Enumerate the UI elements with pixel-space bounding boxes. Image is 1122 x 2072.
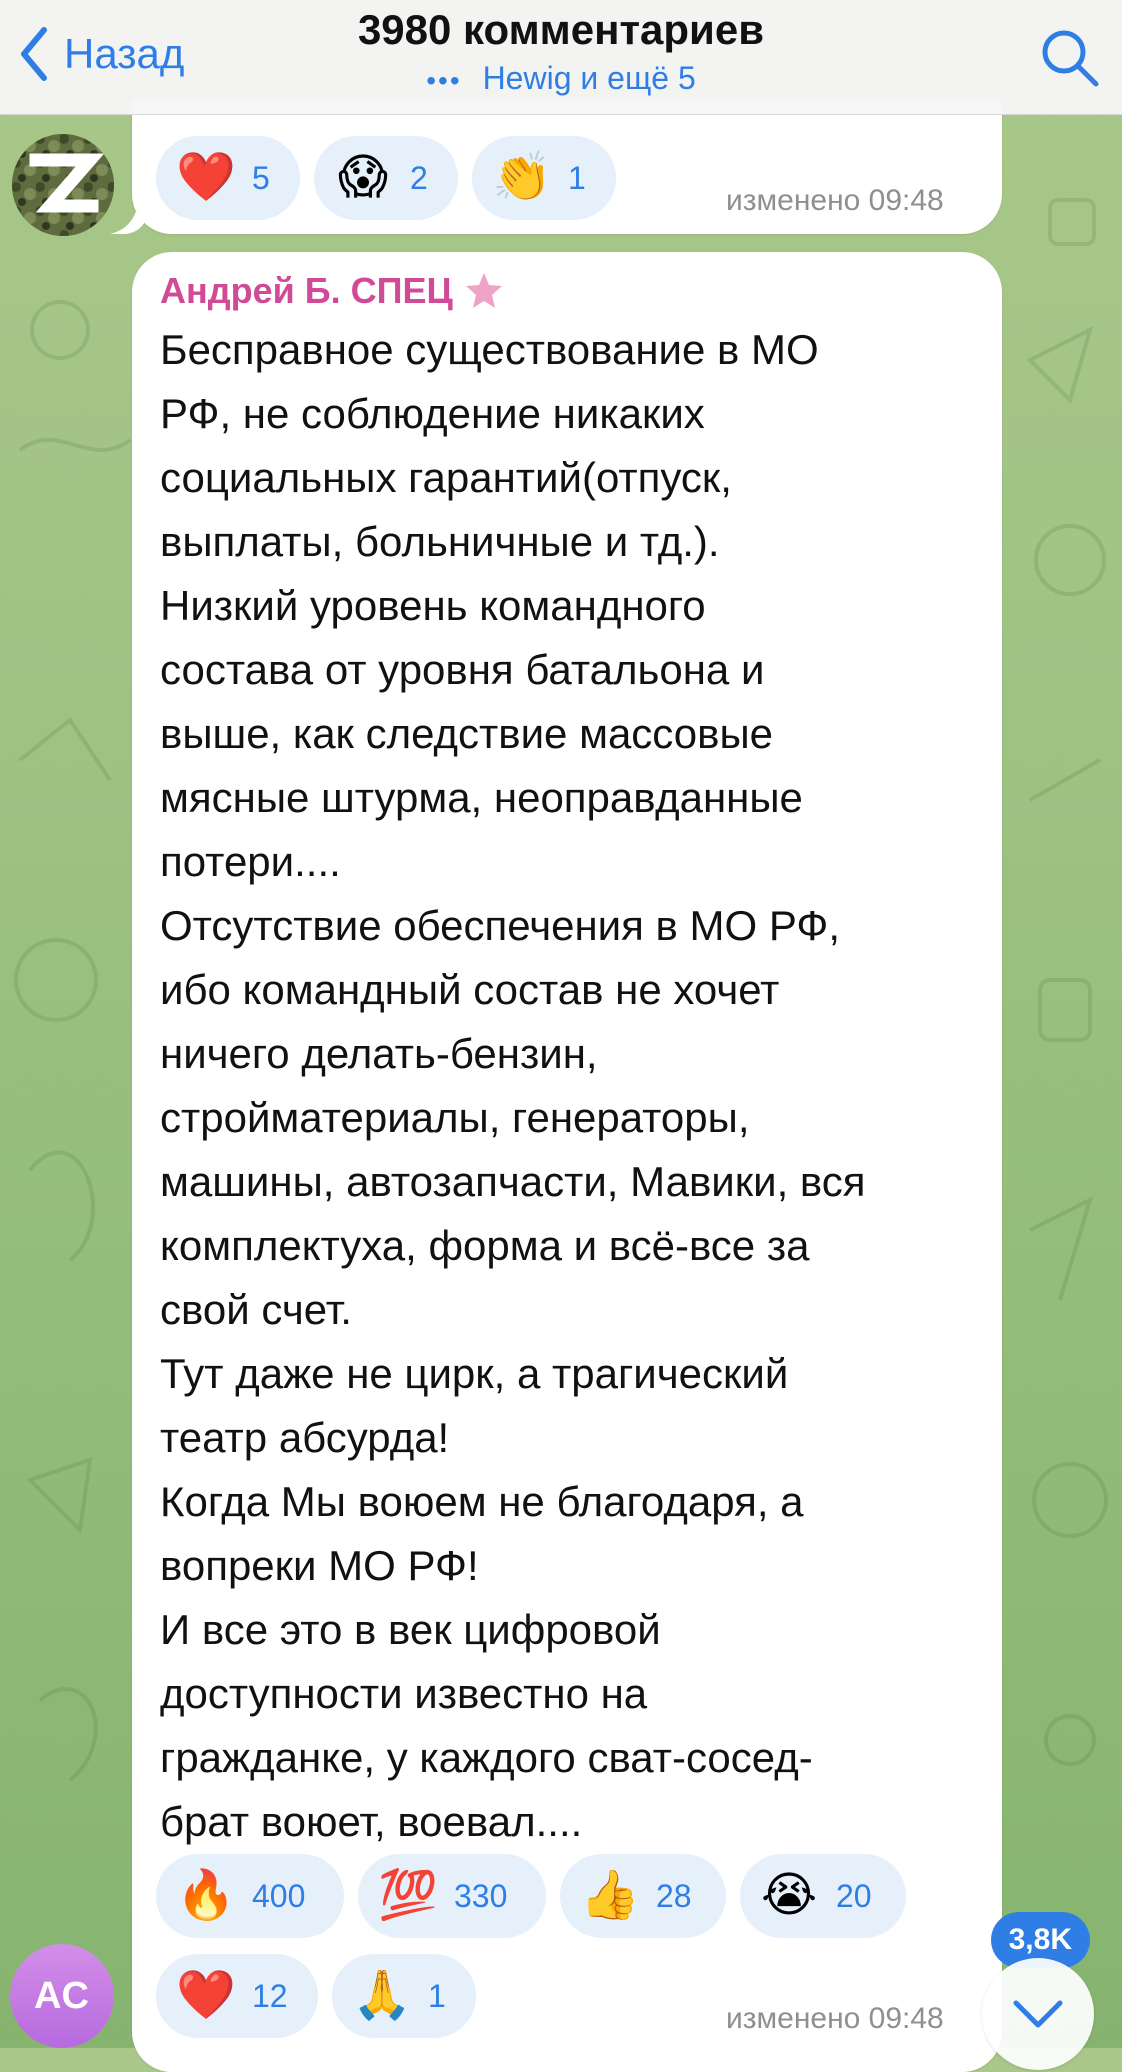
reaction-clap[interactable] (472, 136, 616, 220)
avatar[interactable] (10, 1944, 114, 2048)
red-heart-icon: ❤️ (176, 1969, 236, 2022)
message-line: состава от уровня батальона и (160, 646, 765, 693)
chevron-down-icon (1012, 1999, 1064, 2029)
reaction-count: 2 (410, 159, 428, 196)
message-line: Низкий уровень командного (160, 582, 706, 629)
message-line: мясные штурма, неоправданные (160, 774, 803, 821)
message-bubble-tail (110, 198, 148, 234)
message-line: комплектуха, форма и всё-все за (160, 1222, 810, 1269)
crying-face-icon: 😭 (760, 1869, 818, 1922)
message-line: брат воюет, воевал.... (160, 1798, 583, 1845)
message-1-reactions (156, 136, 616, 220)
search-button[interactable] (1038, 26, 1100, 88)
message-line: выплаты, больничные и тд.). (160, 518, 720, 565)
screaming-face-icon: 😱 (337, 151, 389, 204)
reaction-folded-hands[interactable] (332, 1954, 476, 2038)
message-line: И все это в век цифровой (160, 1606, 661, 1653)
message-line: РФ, не соблюдение никаких (160, 390, 705, 437)
reaction-fire[interactable] (156, 1854, 344, 1938)
sender-name[interactable] (160, 270, 505, 312)
folded-hands-icon: 🙏 (352, 1969, 412, 2022)
reaction-thumbs-up[interactable] (560, 1854, 726, 1938)
reaction-heart[interactable] (156, 136, 300, 220)
hundred-points-icon: 💯 (378, 1869, 438, 1922)
message-2-reactions-row-2 (156, 1954, 476, 2038)
reaction-heart[interactable] (156, 1954, 318, 2038)
avatar-initials: АС (34, 1974, 90, 2017)
avatar[interactable] (12, 134, 114, 236)
message-line: доступности известно на (160, 1670, 648, 1717)
scroll-to-bottom-button[interactable] (982, 1958, 1094, 2070)
message-line: ничего делать-бензин, (160, 1030, 598, 1077)
message-2-reactions-row-1 (156, 1854, 906, 1938)
thumbs-up-icon: 👍 (580, 1869, 640, 1922)
message-line: свой счет. (160, 1286, 352, 1333)
reaction-count: 1 (568, 159, 586, 196)
message-line: гражданке, у каждого сват-сосед- (160, 1734, 813, 1781)
reaction-count: 400 (252, 1877, 306, 1914)
message-line: ибо командный состав не хочет (160, 966, 780, 1013)
message-line: потери.... (160, 838, 341, 885)
clapping-hands-icon: 👏 (492, 151, 552, 204)
reaction-count: 5 (252, 159, 270, 196)
message-2-timestamp: изменено 09:48 (726, 2002, 944, 2035)
message-line: Когда Мы воюем не благодаря, а (160, 1478, 804, 1525)
message-line: стройматериалы, генераторы, (160, 1094, 750, 1141)
reaction-screaming[interactable] (314, 136, 458, 220)
reaction-count: 330 (454, 1877, 508, 1914)
message-line: Бесправное существование в МО (160, 326, 819, 373)
reaction-count: 28 (656, 1877, 692, 1914)
search-icon (1038, 26, 1100, 88)
back-label: Назад (64, 30, 185, 77)
red-heart-icon: ❤️ (176, 151, 236, 204)
message-text (160, 318, 980, 1854)
sender-name-text: Андрей Б. СПЕЦ (160, 270, 453, 311)
page-subtitle (0, 60, 1122, 97)
message-line: вопреки МО РФ! (160, 1542, 479, 1589)
reaction-crying[interactable] (740, 1854, 906, 1938)
reaction-hundred[interactable] (358, 1854, 546, 1938)
message-line: театр абсурда! (160, 1414, 450, 1461)
fire-icon: 🔥 (176, 1869, 236, 1922)
star-icon (463, 270, 505, 312)
message-line: Отсутствие обеспечения в МО РФ, (160, 902, 840, 949)
chat-header (0, 0, 1122, 115)
reaction-count: 1 (428, 1977, 446, 2014)
unread-count-badge[interactable]: 3,8K (991, 1912, 1090, 1968)
message-line: машины, автозапчасти, Мавики, вся (160, 1158, 866, 1205)
page-title: 3980 комментариев (357, 6, 765, 53)
typing-indicator-icon: ••• (426, 64, 462, 96)
typing-users-text: Hewig и ещё 5 (482, 60, 696, 96)
message-line: социальных гарантий(отпуск, (160, 454, 732, 501)
reaction-count: 20 (836, 1877, 872, 1914)
message-line: Тут даже не цирк, а трагический (160, 1350, 789, 1397)
message-line: выше, как следствие массовые (160, 710, 773, 757)
reaction-count: 12 (252, 1977, 288, 2014)
z-symbol-icon (12, 134, 114, 236)
message-1-timestamp: изменено 09:48 (726, 184, 944, 217)
